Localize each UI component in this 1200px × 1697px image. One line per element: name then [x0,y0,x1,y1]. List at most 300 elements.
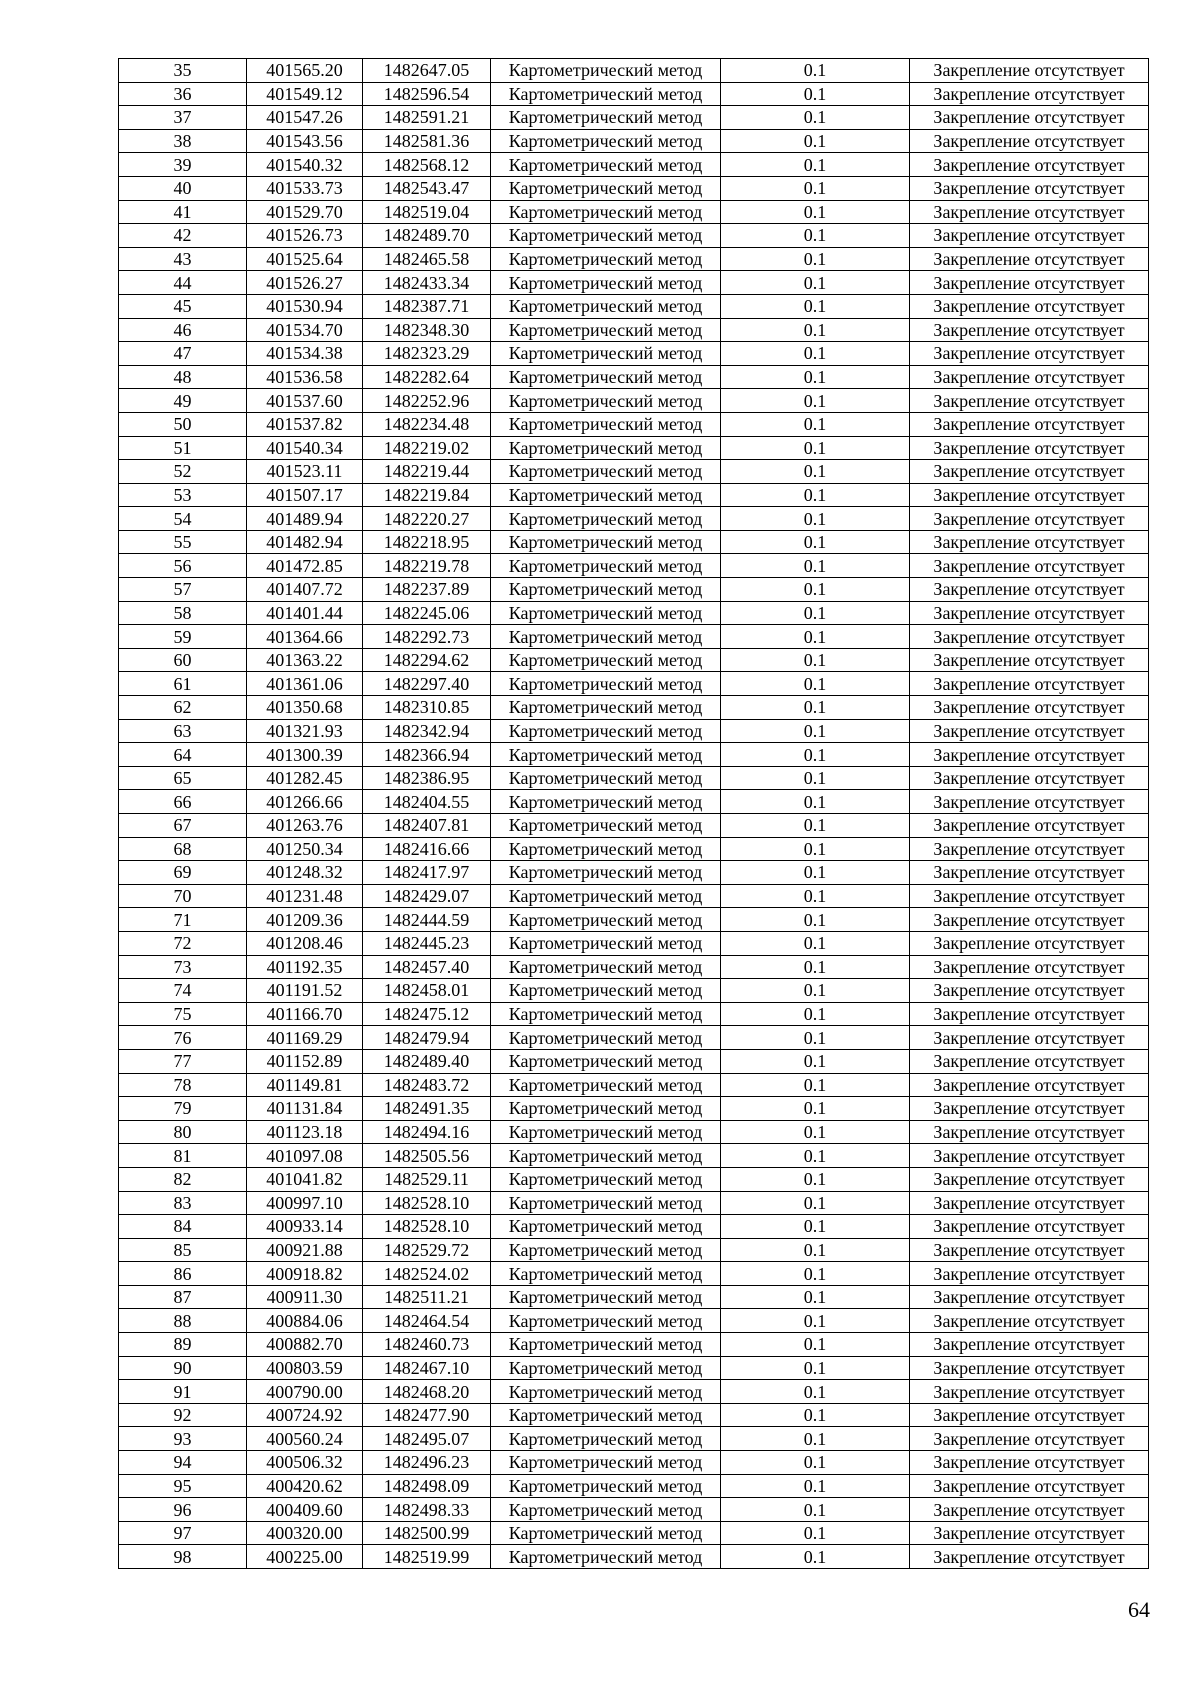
y-coordinate-cell: 1482310.85 [363,696,491,720]
table-row [119,1521,1149,1545]
marking-cell: Закрепление отсутствует [910,153,1149,177]
table-row [119,59,1149,83]
table-row [119,1403,1149,1427]
marking-cell: Закрепление отсутствует [910,696,1149,720]
marking-cell: Закрепление отсутствует [910,1285,1149,1309]
marking-cell: Закрепление отсутствует [910,483,1149,507]
y-coordinate-cell: 1482475.12 [363,1002,491,1026]
marking-cell: Закрепление отсутствует [910,578,1149,602]
x-coordinate-cell: 401533.73 [247,176,363,200]
method-cell: Картометрический метод [491,625,721,649]
marking-cell: Закрепление отсутствует [910,979,1149,1003]
accuracy-cell: 0.1 [721,294,910,318]
point-number-cell: 84 [119,1215,247,1239]
y-coordinate-cell: 1482529.72 [363,1238,491,1262]
method-cell: Картометрический метод [491,247,721,271]
accuracy-cell: 0.1 [721,578,910,602]
table-row [119,412,1149,436]
x-coordinate-cell: 400803.59 [247,1356,363,1380]
y-coordinate-cell: 1482489.70 [363,224,491,248]
point-number-cell: 40 [119,176,247,200]
table-row [119,82,1149,106]
marking-cell: Закрепление отсутствует [910,648,1149,672]
y-coordinate-cell: 1482245.06 [363,601,491,625]
table-row [119,1262,1149,1286]
point-number-cell: 54 [119,507,247,531]
x-coordinate-cell: 401263.76 [247,814,363,838]
table-row [119,507,1149,531]
point-number-cell: 83 [119,1191,247,1215]
point-number-cell: 71 [119,908,247,932]
marking-cell: Закрепление отсутствует [910,318,1149,342]
point-number-cell: 97 [119,1521,247,1545]
table-row [119,1167,1149,1191]
marking-cell: Закрепление отсутствует [910,200,1149,224]
y-coordinate-cell: 1482444.59 [363,908,491,932]
y-coordinate-cell: 1482237.89 [363,578,491,602]
marking-cell: Закрепление отсутствует [910,743,1149,767]
accuracy-cell: 0.1 [721,1356,910,1380]
table-row [119,365,1149,389]
y-coordinate-cell: 1482417.97 [363,861,491,885]
x-coordinate-cell: 401529.70 [247,200,363,224]
marking-cell: Закрепление отсутствует [910,1545,1149,1569]
method-cell: Картометрический метод [491,1380,721,1404]
accuracy-cell: 0.1 [721,247,910,271]
point-number-cell: 57 [119,578,247,602]
accuracy-cell: 0.1 [721,176,910,200]
marking-cell: Закрепление отсутствует [910,294,1149,318]
y-coordinate-cell: 1482591.21 [363,106,491,130]
marking-cell: Закрепление отсутствует [910,129,1149,153]
table-row [119,1073,1149,1097]
table-row [119,719,1149,743]
point-number-cell: 86 [119,1262,247,1286]
accuracy-cell: 0.1 [721,648,910,672]
accuracy-cell: 0.1 [721,129,910,153]
x-coordinate-cell: 401191.52 [247,979,363,1003]
method-cell: Картометрический метод [491,460,721,484]
accuracy-cell: 0.1 [721,271,910,295]
method-cell: Картометрический метод [491,176,721,200]
y-coordinate-cell: 1482387.71 [363,294,491,318]
point-number-cell: 94 [119,1451,247,1475]
x-coordinate-cell: 401526.27 [247,271,363,295]
x-coordinate-cell: 400506.32 [247,1451,363,1475]
x-coordinate-cell: 400882.70 [247,1333,363,1357]
method-cell: Картометрический метод [491,766,721,790]
point-number-cell: 80 [119,1120,247,1144]
x-coordinate-cell: 401041.82 [247,1167,363,1191]
x-coordinate-cell: 401248.32 [247,861,363,885]
marking-cell: Закрепление отсутствует [910,1521,1149,1545]
method-cell: Картометрический метод [491,696,721,720]
method-cell: Картометрический метод [491,82,721,106]
marking-cell: Закрепление отсутствует [910,554,1149,578]
table-row [119,200,1149,224]
accuracy-cell: 0.1 [721,1474,910,1498]
accuracy-cell: 0.1 [721,931,910,955]
y-coordinate-cell: 1482468.20 [363,1380,491,1404]
point-number-cell: 47 [119,342,247,366]
marking-cell: Закрепление отсутствует [910,1238,1149,1262]
x-coordinate-cell: 401300.39 [247,743,363,767]
accuracy-cell: 0.1 [721,82,910,106]
point-number-cell: 82 [119,1167,247,1191]
point-number-cell: 46 [119,318,247,342]
point-number-cell: 35 [119,59,247,83]
y-coordinate-cell: 1482433.34 [363,271,491,295]
method-cell: Картометрический метод [491,790,721,814]
y-coordinate-cell: 1482282.64 [363,365,491,389]
x-coordinate-cell: 401169.29 [247,1026,363,1050]
y-coordinate-cell: 1482483.72 [363,1073,491,1097]
y-coordinate-cell: 1482342.94 [363,719,491,743]
point-number-cell: 45 [119,294,247,318]
marking-cell: Закрепление отсутствует [910,460,1149,484]
accuracy-cell: 0.1 [721,1167,910,1191]
table-row [119,1144,1149,1168]
point-number-cell: 60 [119,648,247,672]
y-coordinate-cell: 1482596.54 [363,82,491,106]
marking-cell: Закрепление отсутствует [910,1427,1149,1451]
method-cell: Картометрический метод [491,530,721,554]
method-cell: Картометрический метод [491,1026,721,1050]
y-coordinate-cell: 1482252.96 [363,389,491,413]
marking-cell: Закрепление отсутствует [910,389,1149,413]
y-coordinate-cell: 1482464.54 [363,1309,491,1333]
y-coordinate-cell: 1482219.84 [363,483,491,507]
table-row [119,1215,1149,1239]
marking-cell: Закрепление отсутствует [910,1262,1149,1286]
method-cell: Картометрический метод [491,294,721,318]
y-coordinate-cell: 1482479.94 [363,1026,491,1050]
y-coordinate-cell: 1482496.23 [363,1451,491,1475]
x-coordinate-cell: 401549.12 [247,82,363,106]
table-row [119,648,1149,672]
accuracy-cell: 0.1 [721,224,910,248]
table-row [119,979,1149,1003]
accuracy-cell: 0.1 [721,1120,910,1144]
y-coordinate-cell: 1482494.16 [363,1120,491,1144]
point-number-cell: 38 [119,129,247,153]
marking-cell: Закрепление отсутствует [910,1451,1149,1475]
point-number-cell: 75 [119,1002,247,1026]
marking-cell: Закрепление отсутствует [910,1309,1149,1333]
method-cell: Картометрический метод [491,1356,721,1380]
point-number-cell: 98 [119,1545,247,1569]
marking-cell: Закрепление отсутствует [910,790,1149,814]
point-number-cell: 48 [119,365,247,389]
table-row [119,1380,1149,1404]
y-coordinate-cell: 1482323.29 [363,342,491,366]
method-cell: Картометрический метод [491,672,721,696]
accuracy-cell: 0.1 [721,1097,910,1121]
table-row [119,1026,1149,1050]
y-coordinate-cell: 1482543.47 [363,176,491,200]
point-number-cell: 73 [119,955,247,979]
x-coordinate-cell: 401208.46 [247,931,363,955]
x-coordinate-cell: 401152.89 [247,1049,363,1073]
accuracy-cell: 0.1 [721,153,910,177]
point-number-cell: 91 [119,1380,247,1404]
point-number-cell: 92 [119,1403,247,1427]
method-cell: Картометрический метод [491,1167,721,1191]
table-row [119,672,1149,696]
y-coordinate-cell: 1482511.21 [363,1285,491,1309]
x-coordinate-cell: 401507.17 [247,483,363,507]
marking-cell: Закрепление отсутствует [910,342,1149,366]
accuracy-cell: 0.1 [721,884,910,908]
table-row [119,436,1149,460]
method-cell: Картометрический метод [491,601,721,625]
point-number-cell: 89 [119,1333,247,1357]
point-number-cell: 59 [119,625,247,649]
x-coordinate-cell: 401537.60 [247,389,363,413]
accuracy-cell: 0.1 [721,955,910,979]
x-coordinate-cell: 401525.64 [247,247,363,271]
x-coordinate-cell: 400320.00 [247,1521,363,1545]
point-number-cell: 44 [119,271,247,295]
method-cell: Картометрический метод [491,318,721,342]
marking-cell: Закрепление отсутствует [910,247,1149,271]
table-row [119,578,1149,602]
method-cell: Картометрический метод [491,648,721,672]
method-cell: Картометрический метод [491,908,721,932]
x-coordinate-cell: 400409.60 [247,1498,363,1522]
point-number-cell: 69 [119,861,247,885]
x-coordinate-cell: 401523.11 [247,460,363,484]
point-number-cell: 43 [119,247,247,271]
accuracy-cell: 0.1 [721,365,910,389]
accuracy-cell: 0.1 [721,342,910,366]
y-coordinate-cell: 1482218.95 [363,530,491,554]
table-row [119,153,1149,177]
marking-cell: Закрепление отсутствует [910,1191,1149,1215]
method-cell: Картометрический метод [491,1073,721,1097]
table-row [119,554,1149,578]
accuracy-cell: 0.1 [721,672,910,696]
point-number-cell: 88 [119,1309,247,1333]
y-coordinate-cell: 1482386.95 [363,766,491,790]
marking-cell: Закрепление отсутствует [910,814,1149,838]
point-number-cell: 81 [119,1144,247,1168]
method-cell: Картометрический метод [491,1238,721,1262]
table-row [119,271,1149,295]
method-cell: Картометрический метод [491,507,721,531]
point-number-cell: 61 [119,672,247,696]
point-number-cell: 55 [119,530,247,554]
table-row [119,696,1149,720]
y-coordinate-cell: 1482477.90 [363,1403,491,1427]
method-cell: Картометрический метод [491,1403,721,1427]
marking-cell: Закрепление отсутствует [910,908,1149,932]
method-cell: Картометрический метод [491,1474,721,1498]
accuracy-cell: 0.1 [721,1238,910,1262]
accuracy-cell: 0.1 [721,1262,910,1286]
x-coordinate-cell: 401534.38 [247,342,363,366]
point-number-cell: 56 [119,554,247,578]
x-coordinate-cell: 401472.85 [247,554,363,578]
method-cell: Картометрический метод [491,342,721,366]
x-coordinate-cell: 401209.36 [247,908,363,932]
y-coordinate-cell: 1482457.40 [363,955,491,979]
y-coordinate-cell: 1482219.78 [363,554,491,578]
point-number-cell: 41 [119,200,247,224]
y-coordinate-cell: 1482220.27 [363,507,491,531]
x-coordinate-cell: 400884.06 [247,1309,363,1333]
x-coordinate-cell: 401482.94 [247,530,363,554]
accuracy-cell: 0.1 [721,908,910,932]
marking-cell: Закрепление отсутствует [910,507,1149,531]
x-coordinate-cell: 401282.45 [247,766,363,790]
method-cell: Картометрический метод [491,1215,721,1239]
x-coordinate-cell: 401231.48 [247,884,363,908]
y-coordinate-cell: 1482524.02 [363,1262,491,1286]
x-coordinate-cell: 400420.62 [247,1474,363,1498]
accuracy-cell: 0.1 [721,106,910,130]
accuracy-cell: 0.1 [721,460,910,484]
accuracy-cell: 0.1 [721,1403,910,1427]
accuracy-cell: 0.1 [721,790,910,814]
table-row [119,837,1149,861]
method-cell: Картометрический метод [491,1427,721,1451]
y-coordinate-cell: 1482491.35 [363,1097,491,1121]
x-coordinate-cell: 401536.58 [247,365,363,389]
marking-cell: Закрепление отсутствует [910,1049,1149,1073]
marking-cell: Закрепление отсутствует [910,931,1149,955]
method-cell: Картометрический метод [491,389,721,413]
y-coordinate-cell: 1482366.94 [363,743,491,767]
table-row [119,1049,1149,1073]
x-coordinate-cell: 401321.93 [247,719,363,743]
point-number-cell: 64 [119,743,247,767]
table-row [119,460,1149,484]
method-cell: Картометрический метод [491,106,721,130]
table-row [119,743,1149,767]
x-coordinate-cell: 400790.00 [247,1380,363,1404]
accuracy-cell: 0.1 [721,530,910,554]
method-cell: Картометрический метод [491,224,721,248]
method-cell: Картометрический метод [491,1451,721,1475]
method-cell: Картометрический метод [491,1545,721,1569]
table-row [119,1285,1149,1309]
point-number-cell: 58 [119,601,247,625]
marking-cell: Закрепление отсутствует [910,1073,1149,1097]
point-number-cell: 77 [119,1049,247,1073]
x-coordinate-cell: 401363.22 [247,648,363,672]
marking-cell: Закрепление отсутствует [910,1144,1149,1168]
method-cell: Картометрический метод [491,436,721,460]
accuracy-cell: 0.1 [721,696,910,720]
method-cell: Картометрический метод [491,1097,721,1121]
point-number-cell: 65 [119,766,247,790]
accuracy-cell: 0.1 [721,1002,910,1026]
point-number-cell: 85 [119,1238,247,1262]
page-number: 64 [1128,1597,1150,1622]
x-coordinate-cell: 401537.82 [247,412,363,436]
marking-cell: Закрепление отсутствует [910,176,1149,200]
x-coordinate-cell: 400911.30 [247,1285,363,1309]
marking-cell: Закрепление отсутствует [910,271,1149,295]
marking-cell: Закрепление отсутствует [910,436,1149,460]
marking-cell: Закрепление отсутствует [910,59,1149,83]
accuracy-cell: 0.1 [721,1309,910,1333]
x-coordinate-cell: 401192.35 [247,955,363,979]
marking-cell: Закрепление отсутствует [910,530,1149,554]
point-number-cell: 63 [119,719,247,743]
marking-cell: Закрепление отсутствует [910,82,1149,106]
table-row [119,1427,1149,1451]
point-number-cell: 66 [119,790,247,814]
table-row [119,1097,1149,1121]
y-coordinate-cell: 1482416.66 [363,837,491,861]
x-coordinate-cell: 401097.08 [247,1144,363,1168]
marking-cell: Закрепление отсутствует [910,1498,1149,1522]
marking-cell: Закрепление отсутствует [910,365,1149,389]
accuracy-cell: 0.1 [721,412,910,436]
table-row [119,790,1149,814]
accuracy-cell: 0.1 [721,1333,910,1357]
point-number-cell: 87 [119,1285,247,1309]
table-row [119,483,1149,507]
x-coordinate-cell: 400921.88 [247,1238,363,1262]
y-coordinate-cell: 1482568.12 [363,153,491,177]
table-row [119,342,1149,366]
y-coordinate-cell: 1482498.33 [363,1498,491,1522]
y-coordinate-cell: 1482460.73 [363,1333,491,1357]
y-coordinate-cell: 1482219.44 [363,460,491,484]
table-row [119,1498,1149,1522]
x-coordinate-cell: 401123.18 [247,1120,363,1144]
point-number-cell: 74 [119,979,247,1003]
method-cell: Картометрический метод [491,1309,721,1333]
method-cell: Картометрический метод [491,955,721,979]
point-number-cell: 67 [119,814,247,838]
x-coordinate-cell: 401534.70 [247,318,363,342]
table-row [119,106,1149,130]
method-cell: Картометрический метод [491,1285,721,1309]
table-row [119,1002,1149,1026]
y-coordinate-cell: 1482294.62 [363,648,491,672]
accuracy-cell: 0.1 [721,483,910,507]
table-row [119,814,1149,838]
method-cell: Картометрический метод [491,1498,721,1522]
accuracy-cell: 0.1 [721,719,910,743]
table-row [119,1120,1149,1144]
y-coordinate-cell: 1482528.10 [363,1215,491,1239]
table-row [119,530,1149,554]
accuracy-cell: 0.1 [721,979,910,1003]
point-number-cell: 52 [119,460,247,484]
point-number-cell: 53 [119,483,247,507]
table-row [119,176,1149,200]
accuracy-cell: 0.1 [721,436,910,460]
table-row [119,1474,1149,1498]
x-coordinate-cell: 401543.56 [247,129,363,153]
table-row [119,955,1149,979]
accuracy-cell: 0.1 [721,1427,910,1451]
point-number-cell: 50 [119,412,247,436]
x-coordinate-cell: 401350.68 [247,696,363,720]
method-cell: Картометрический метод [491,129,721,153]
accuracy-cell: 0.1 [721,1215,910,1239]
table-row [119,766,1149,790]
accuracy-cell: 0.1 [721,1049,910,1073]
method-cell: Картометрический метод [491,931,721,955]
marking-cell: Закрепление отсутствует [910,766,1149,790]
method-cell: Картометрический метод [491,1191,721,1215]
